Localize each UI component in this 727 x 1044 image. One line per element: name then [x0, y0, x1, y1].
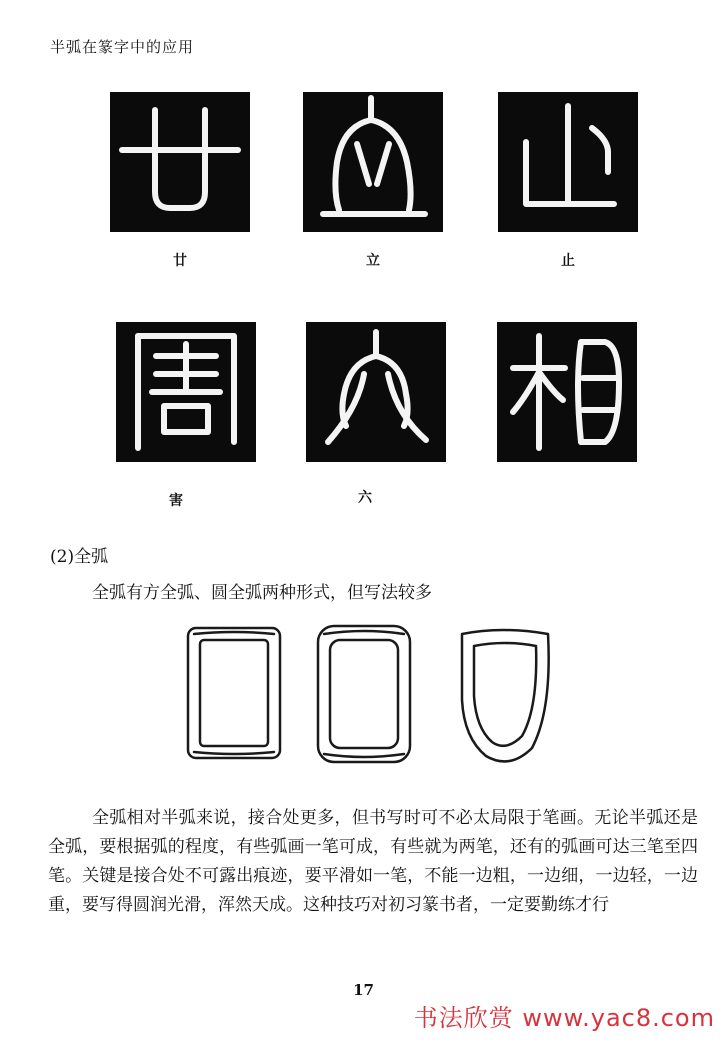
page-number: 17	[353, 981, 374, 999]
seal-char-nian-image	[110, 92, 250, 232]
u-arc-inner	[474, 643, 536, 746]
seal-char-li-image	[303, 92, 443, 232]
seal-char-xiang-image	[497, 322, 637, 462]
section-intro: 全弧有方全弧、圆全弧两种形式，但写法较多	[92, 583, 432, 603]
site-watermark: 书法欣赏 www.yac8.com	[413, 1004, 715, 1032]
caption-li: 立	[366, 253, 380, 269]
caption-hai: 害	[169, 493, 183, 509]
caption-liu: 六	[358, 490, 372, 506]
section-heading: (2)全弧	[50, 547, 109, 567]
seal-char-zhi-image	[498, 92, 638, 232]
running-title: 半弧在篆字中的应用	[50, 38, 195, 56]
full-arc-diagrams	[180, 620, 560, 780]
caption-zhi: 止	[561, 253, 575, 269]
body-paragraph: 全弧相对半弧来说，接合处更多，但书写时可不必太局限于笔画。无论半弧还是全弧，要根据弧的程度，有些弧画一笔可成，有些就为两笔，还有的弧画可达三笔至四笔。关键是接合处不可露出痕迹，要平滑如一笔，不能一边粗，一边细，一边轻，一边重，要写得圆润光滑，浑然天成。这种技巧对初习篆书者，一定要勤练才行	[48, 808, 698, 915]
seal-char-hai-image	[116, 322, 256, 462]
rounded-arc-inner	[330, 640, 398, 748]
square-arc-inner	[200, 640, 268, 746]
seal-char-liu-image	[306, 322, 446, 462]
square-arc-outer	[188, 628, 280, 758]
caption-nian: 廿	[173, 253, 187, 269]
